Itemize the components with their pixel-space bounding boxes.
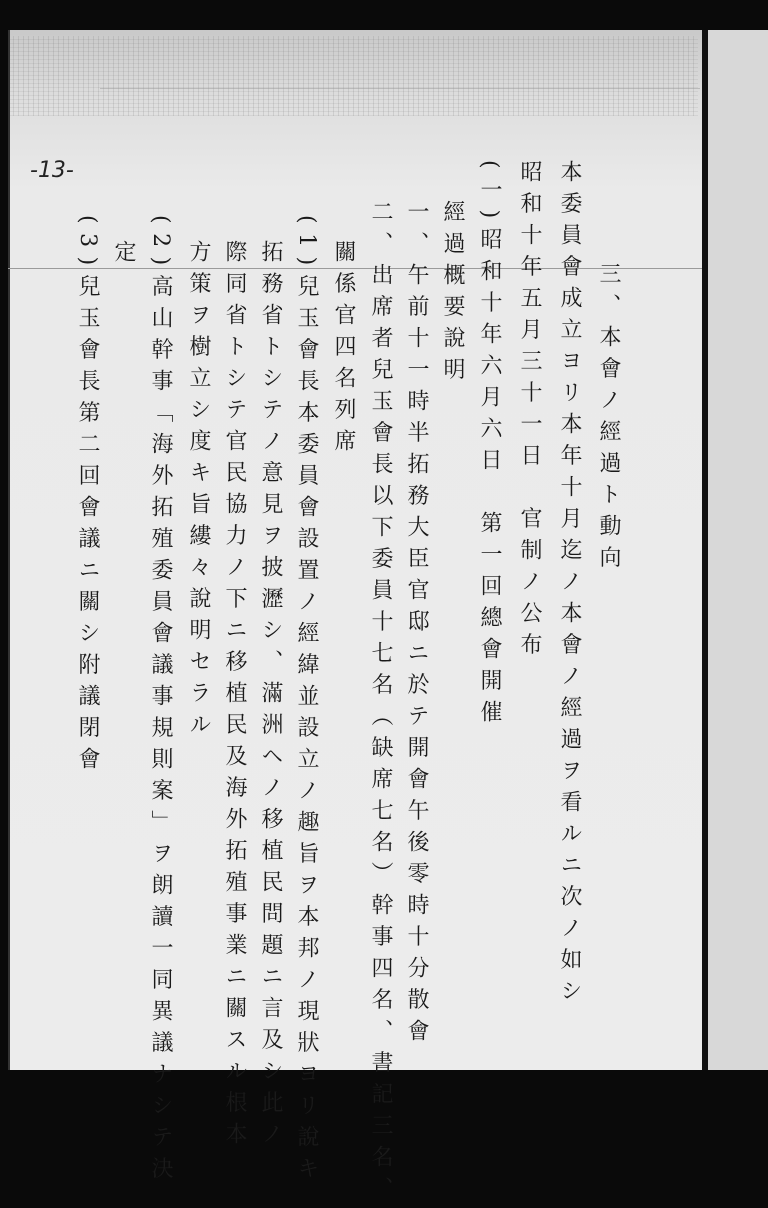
scan-line-top [100, 88, 700, 89]
scan-noise-band [8, 36, 698, 116]
text-column: (2)高山幹事「海外拓殖委員會議事規則案」ヲ朗讀一同異議ナシテ決 [148, 215, 173, 1189]
page-number: -13- [30, 158, 74, 183]
section-heading: 三、本會ノ經過ト動向 [596, 262, 621, 577]
text-column: (一)昭和十年六月六日 第一回總會開催 [477, 160, 502, 732]
page-left-edge [8, 30, 10, 1070]
text-column: 方策ヲ樹立シ度キ旨縷々說明セラル [186, 240, 211, 744]
page-margin-strip [708, 30, 768, 1070]
text-column: 昭和十年五月三十一日 官制ノ公布 [517, 160, 542, 664]
text-column: (1)兒玉會長本委員會設置ノ經緯並設立ノ趣旨ヲ本邦ノ現狀ヨリ說キ [294, 215, 319, 1189]
text-column: 經過概要說明 [440, 200, 465, 389]
text-column: 際同省トシテ官民協力ノ下ニ移植民及海外拓殖事業ニ關スル根本 [222, 240, 247, 1154]
text-column: (3)兒玉會長第二回會議ニ關シ附議閉會 [75, 215, 100, 779]
text-column: 一、午前十一時半拓務大臣官邸ニ於テ開會午後零時十分散會 [404, 200, 429, 1051]
text-column: 本委員會成立ヨリ本年十月迄ノ本會ノ經過ヲ看ルニ次ノ如シ [557, 160, 582, 1011]
text-column: 定 [111, 240, 136, 272]
text-column: 拓務省トシテノ意見ヲ披瀝シ、滿洲ヘノ移植民問題ニ言及シ此ノ [258, 240, 283, 1154]
text-column: 二、出席者兒玉會長以下委員十七名（缺席七名）幹事四名、書記三名、 [368, 200, 393, 1208]
text-column: 關係官四名列席 [331, 240, 356, 461]
